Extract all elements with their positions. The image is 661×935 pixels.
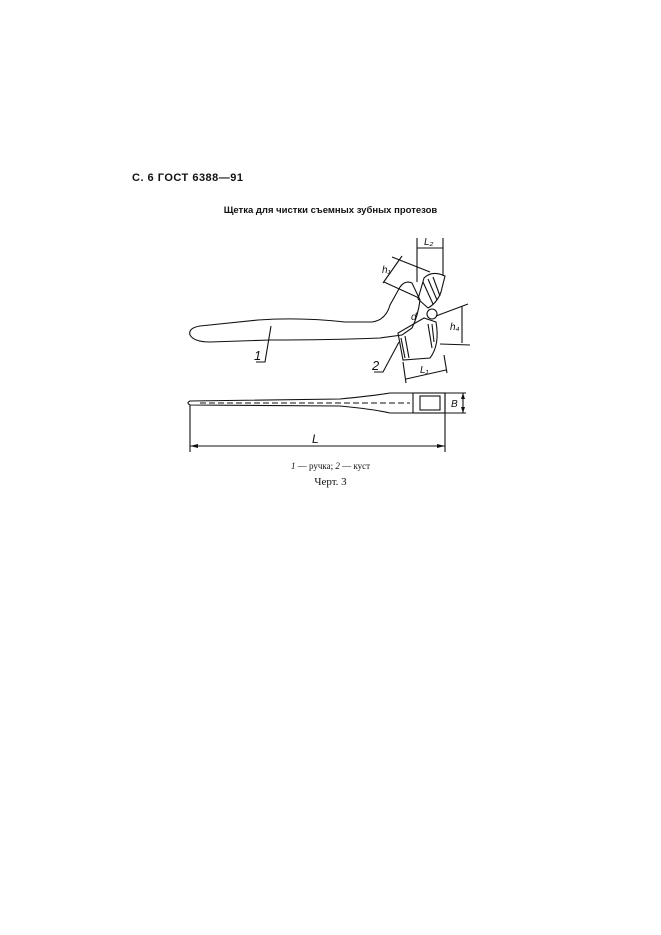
label-L2: L₂ [424, 237, 434, 248]
label-h4: h₄ [450, 322, 460, 333]
label-1: 1 [254, 348, 262, 363]
label-L1: L₁ [420, 365, 429, 376]
label-L: L [312, 432, 319, 446]
caption-item1-num: 1 [290, 461, 296, 471]
caption [0, 461, 661, 471]
caption-item1-text: — ручка; [295, 461, 336, 471]
label-h1: h₁ [382, 265, 391, 276]
label-d: d [411, 312, 417, 323]
drawing-title: Щетка для чистки съемных зубных протезов [223, 205, 438, 216]
handle-top-view [188, 393, 445, 413]
page-header: С. 6 ГОСТ 6388—91 [132, 172, 244, 184]
handle-side-view [190, 282, 420, 342]
upper-tuft [418, 273, 445, 308]
caption-item2-num: 2 [335, 461, 340, 471]
figure-label: Черт. 3 [314, 476, 347, 488]
caption-item2-text: — куст [339, 461, 371, 471]
label-2: 2 [372, 358, 380, 373]
label-B: B [451, 399, 458, 410]
